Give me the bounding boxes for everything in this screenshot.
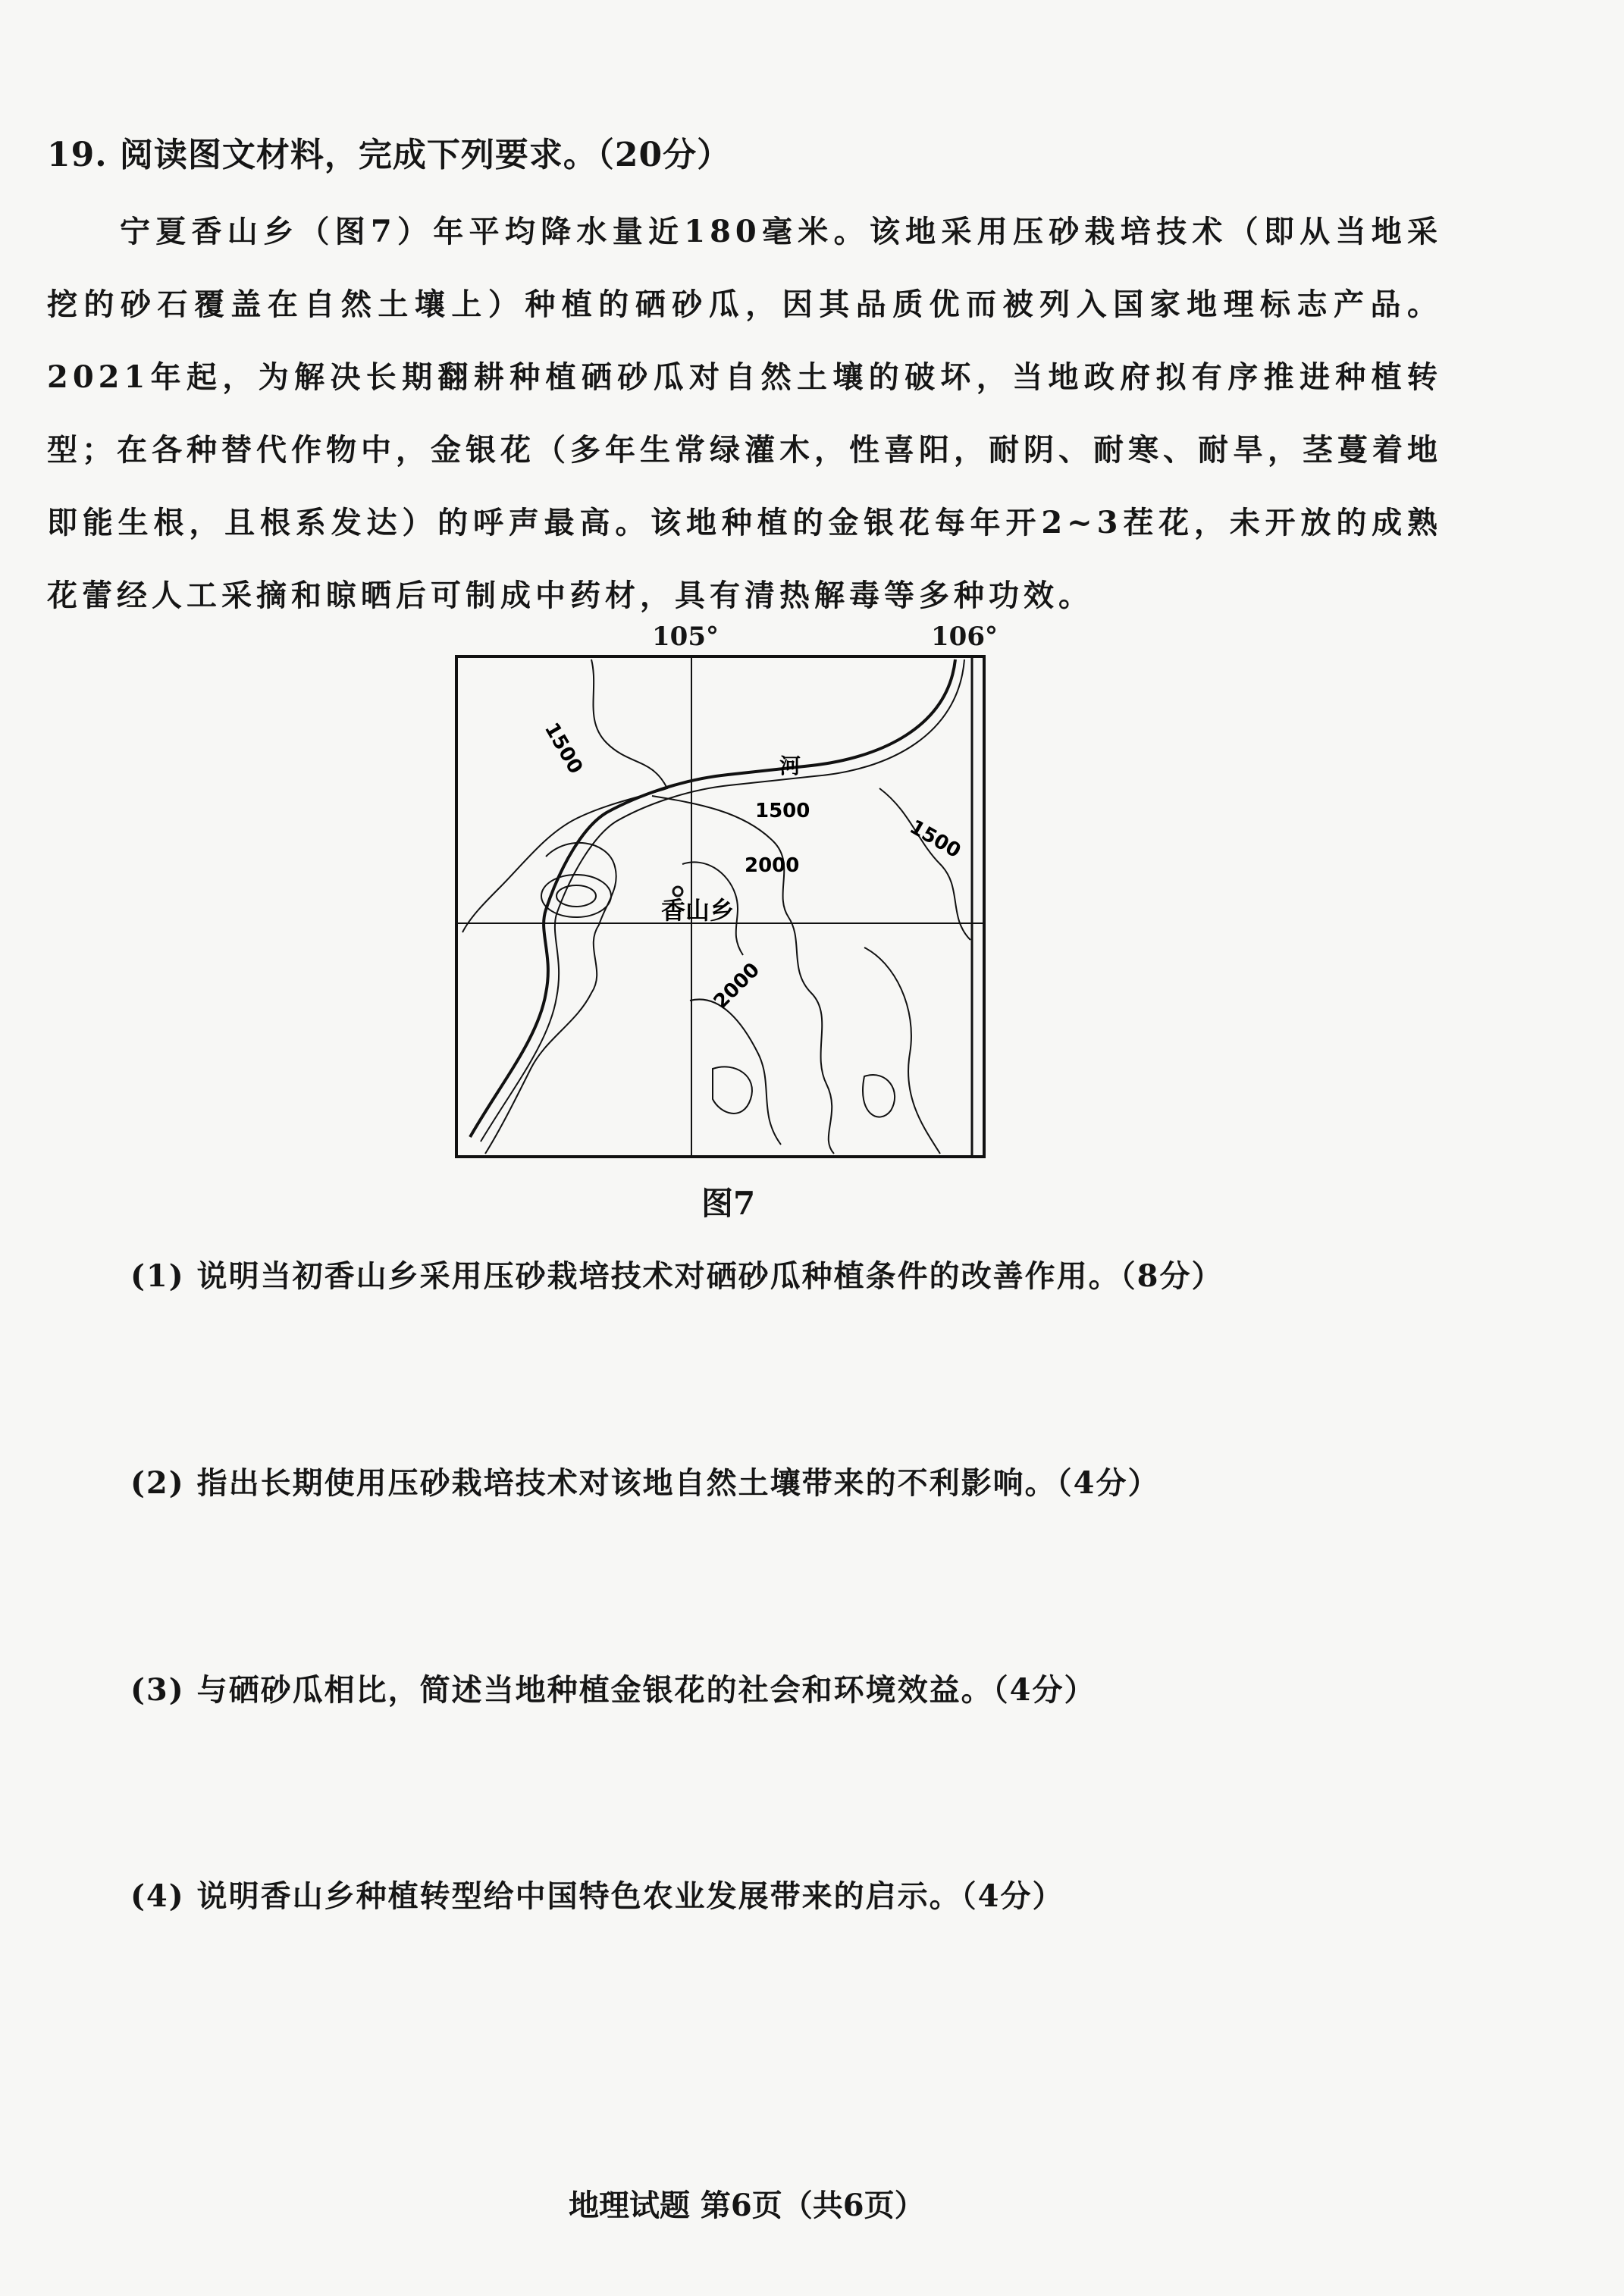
contour-label-1500-east: 1500 — [905, 816, 965, 863]
contour-label-1500-central: 1500 — [755, 800, 810, 822]
figure-caption: 图7 — [701, 1185, 756, 1222]
sub-question-3: (3) 与硒砂瓜相比，简述当地种植金银花的社会和环境效益。（4分） — [130, 1672, 1096, 1708]
contour-2000-south — [690, 999, 781, 1145]
closed-contour-southeast — [863, 1075, 895, 1117]
contour-map — [455, 614, 1001, 1167]
contour-label-2000-south: 2000 — [709, 958, 765, 1013]
sub-question-2: (2) 指出长期使用压砂栽培技术对该地自然土壤带来的不利影响。（4分） — [130, 1465, 1160, 1501]
figure-7-map — [455, 614, 1001, 1167]
contour-label-2000-north: 2000 — [745, 854, 800, 877]
contour-label-1500-west: 1500 — [539, 719, 588, 778]
contour-ridge-west — [485, 843, 616, 1154]
town-marker — [673, 887, 682, 896]
summit-contour-inner — [556, 885, 596, 907]
contour-1500-east — [879, 788, 970, 940]
town-label: 香山乡 — [661, 896, 735, 925]
river-label: 河 — [779, 753, 801, 778]
question-title: 19. 阅读图文材料，完成下列要求。（20分） — [47, 136, 732, 174]
longitude-label-105: 105° — [652, 622, 719, 652]
question-passage: 宁夏香山乡（图7）年平均降水量近180毫米。该地采用压砂栽培技术（即从当地采挖的砂石覆盖在自然土壤上）种植的硒砂瓜，因其品质优而被列入国家地理标志产品。2021年起，为解决长期翻耕种植硒砂瓜对自然土壤的破坏，当地政府拟有序推进种植转型；在各种替代作物中，金银花（多年生常绿灌木，性喜阳，耐阴、耐寒、耐旱，茎蔓着地即能生根，且根系发达）的呼声最高。该地种植的金银花每年开2~3茬花，未开放的成熟花蕾经人工采摘和晾晒后可制成中药材，具有清热解毒等多种功效。 — [47, 214, 1442, 613]
closed-contour-south — [713, 1067, 752, 1114]
sub-question-4: (4) 说明香山乡种植转型给中国特色农业发展带来的启示。（4分） — [130, 1878, 1064, 1914]
longitude-label-106: 106° — [931, 622, 998, 652]
contour-east-lower — [864, 948, 940, 1154]
sub-question-1: (1) 说明当初香山乡采用压砂栽培技术对硒砂瓜种植条件的改善作用。（8分） — [130, 1258, 1224, 1294]
page-footer: 地理试题 第6页（共6页） — [569, 2188, 925, 2223]
